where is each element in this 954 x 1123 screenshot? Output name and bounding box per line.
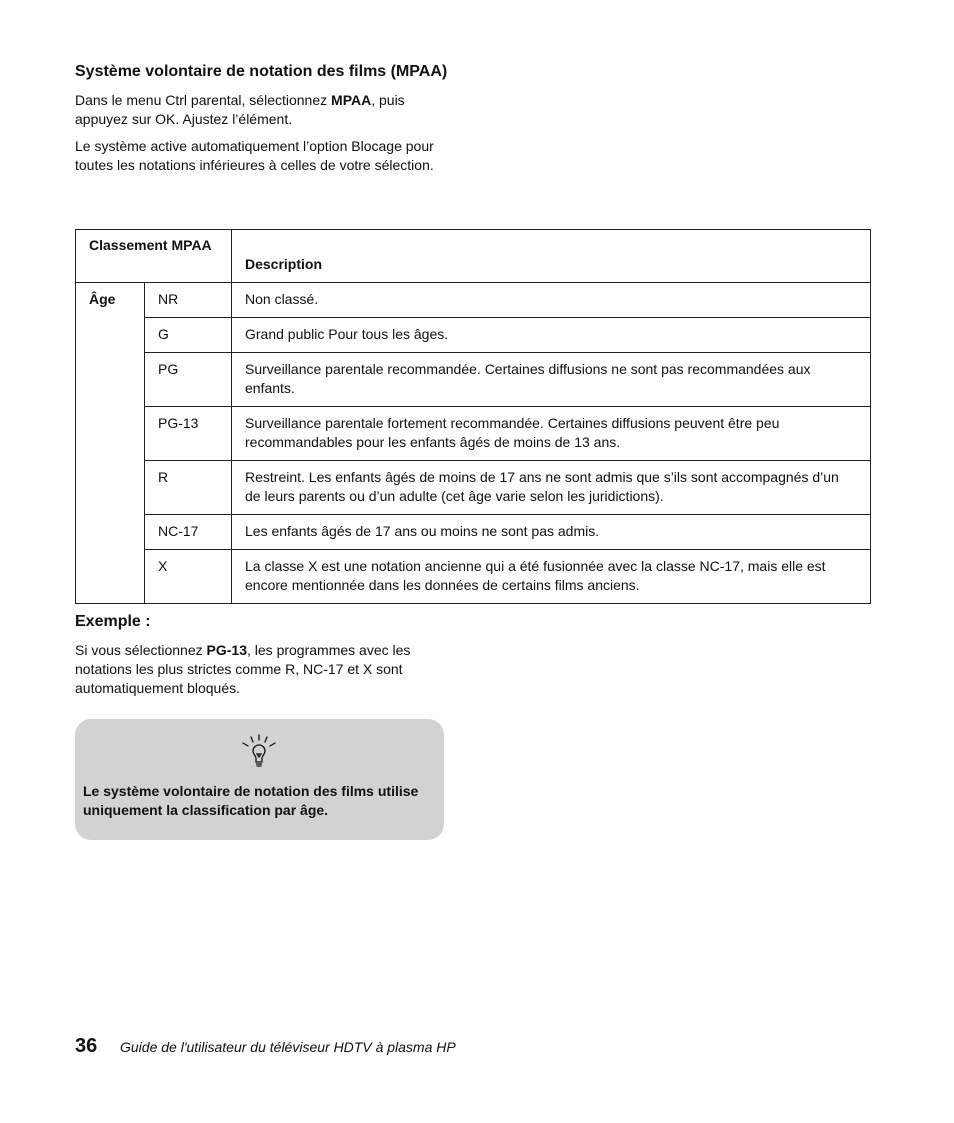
rating-description: La classe X est une notation ancienne qui a été fusionnée avec la classe NC-17, mais elle est encore mentionnée dans les données de certains films anciens. — [232, 550, 871, 604]
rating-code: PG — [145, 353, 232, 407]
header-rating-classification: Classement MPAA — [76, 230, 232, 283]
example-title: Exemple : — [75, 613, 151, 630]
rating-code: R — [145, 461, 232, 515]
footer-document-title: Guide de l'utilisateur du téléviseur HDTV à plasma HP — [120, 1039, 456, 1055]
table-row — [76, 318, 871, 353]
rating-code: X — [145, 550, 232, 604]
rating-description: Restreint. Les enfants âgés de moins de 17 ans ne sont admis que s’ils sont accompagnés d’un de leurs parents ou d’un adulte (cet âge varie selon les juridictions). — [232, 461, 871, 515]
rating-description: Surveillance parentale recommandée. Certaines diffusions ne sont pas recommandées aux enfants. — [232, 353, 871, 407]
table-header-row — [76, 230, 871, 283]
block-explanation-paragraph: Le système active automatiquement l’option Blocage pour toutes les notations inférieures à celles de votre sélection. — [75, 138, 434, 173]
instruction-paragraph — [75, 91, 445, 129]
instruction-keyword: MPAA — [331, 92, 372, 108]
table-row — [76, 550, 871, 604]
rating-description: Surveillance parentale fortement recommandée. Certaines diffusions peuvent être peu recommandables pour les enfants âgés de moins de 13 ans. — [232, 407, 871, 461]
category-cell-age: Âge — [76, 283, 145, 604]
rating-description: Grand public Pour tous les âges. — [232, 318, 871, 353]
table-row — [76, 283, 871, 318]
rating-code: NC-17 — [145, 515, 232, 550]
example-text-end: , les programmes avec les notations les plus strictes comme R, NC-17 et X sont automatiquement bloqués. — [75, 642, 411, 696]
table-row — [76, 407, 871, 461]
instruction-text: Dans le menu Ctrl parental, sélectionnez — [75, 92, 332, 108]
table-row — [76, 515, 871, 550]
example-text: Si vous sélectionnez — [75, 642, 207, 658]
rating-code: PG-13 — [145, 407, 232, 461]
example-keyword: PG-13 — [206, 642, 247, 658]
table-row — [76, 461, 871, 515]
mpaa-rating-table — [75, 229, 871, 604]
page-number: 36 — [75, 1035, 98, 1057]
rating-description: Non classé. — [232, 283, 871, 318]
example-paragraph — [75, 641, 445, 698]
rating-code: NR — [145, 283, 232, 318]
instruction-text-end: , puis appuyez sur OK. Ajustez l’élément. — [75, 92, 405, 127]
section-title: Système volontaire de notation des films (MPAA) — [75, 63, 448, 80]
lightbulb-icon — [239, 733, 279, 773]
page-footer — [75, 1033, 775, 1059]
rating-code: G — [145, 318, 232, 353]
rating-description: Les enfants âgés de 17 ans ou moins ne sont pas admis. — [232, 515, 871, 550]
table-row — [76, 353, 871, 407]
header-description: Description — [232, 230, 871, 283]
tip-box — [75, 719, 444, 840]
tip-text: Le système volontaire de notation des films utilise uniquement la classification par âge. — [83, 783, 419, 818]
